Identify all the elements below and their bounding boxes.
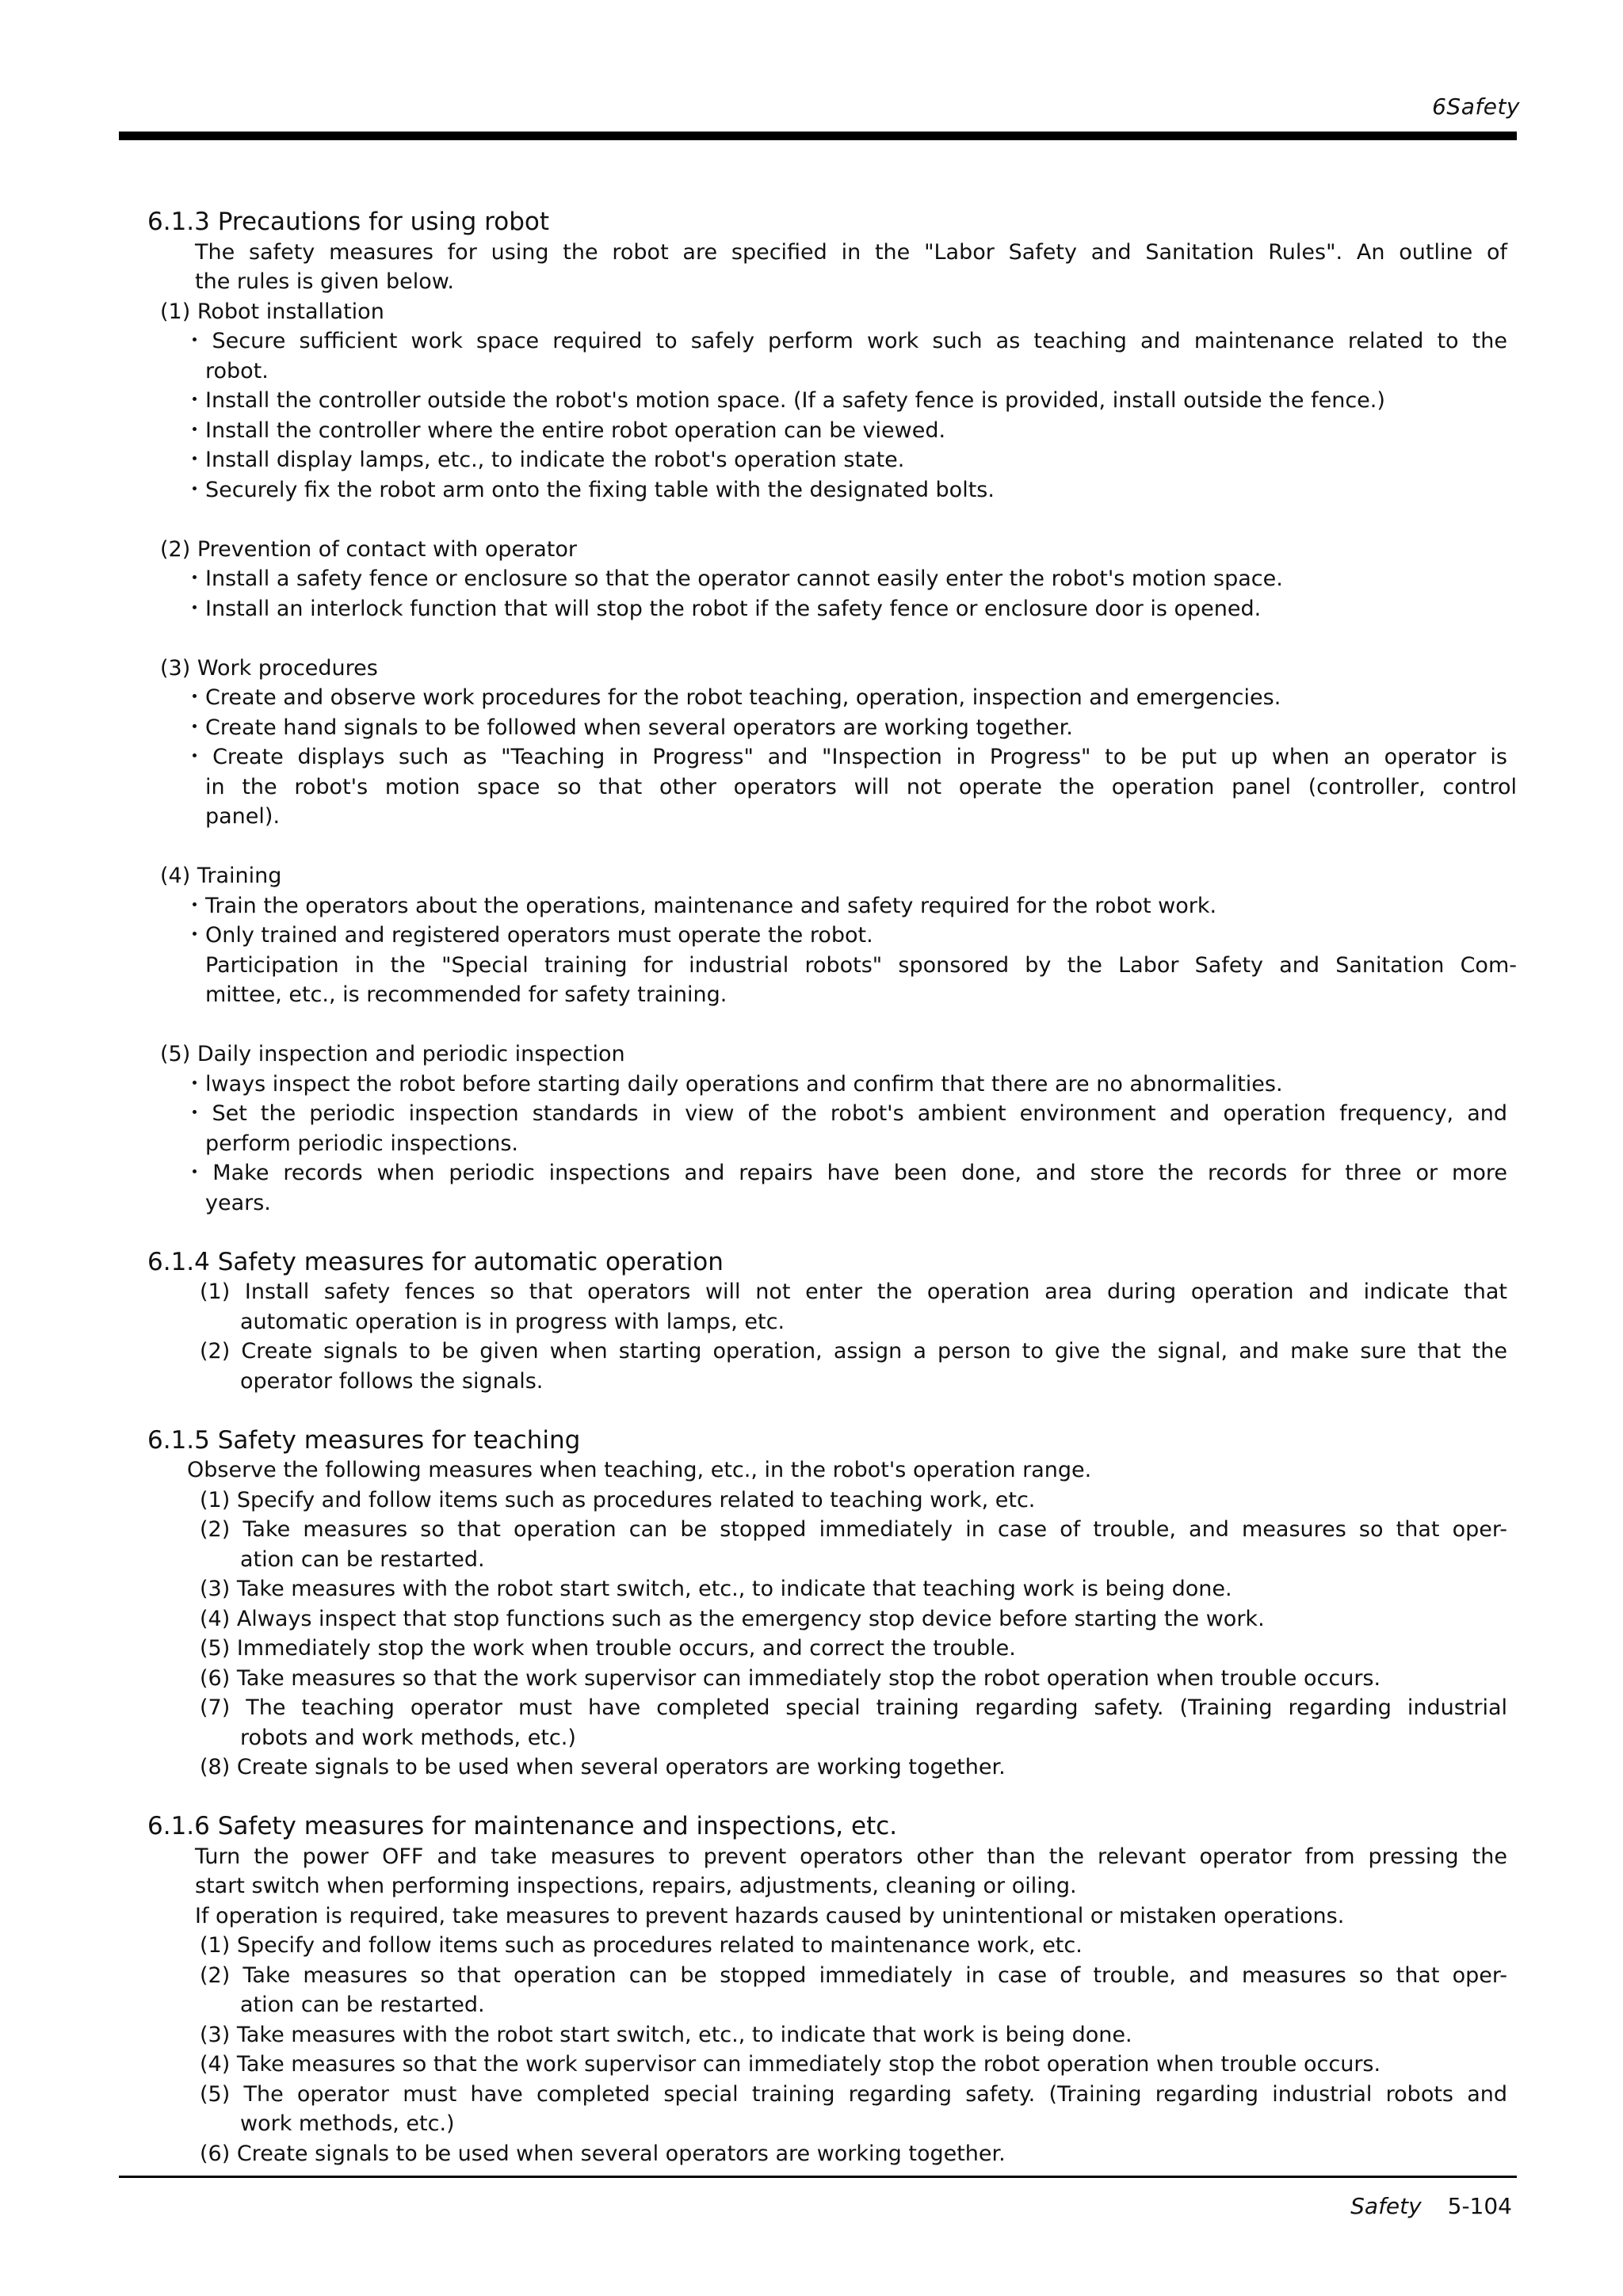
text-line: (3) Take measures with the robot start switch, etc., to indicate that teaching work is being done. (200, 1577, 1232, 1601)
text-line: (1) Robot installation (160, 299, 384, 324)
text-line: (1) Specify and follow items such as procedures related to maintenance work, etc. (200, 1933, 1083, 1958)
text-line: The safety measures for using the robot are specified in the "Labor Safety and Sanitation Rules". An outline of (195, 239, 1507, 265)
spacer (119, 1010, 1517, 1040)
text-line: (2) Prevention of contact with operator (160, 536, 577, 562)
text-line: (5) Daily inspection and periodic inspection (160, 1042, 625, 1066)
text-line: ・Install display lamps, etc., to indicate the robot's operation state. (184, 448, 905, 472)
text-line: Observe the following measures when teaching, etc., in the robot's operation range. (187, 1458, 1092, 1482)
page-body (119, 208, 1517, 2168)
text-line: (5) Immediately stop the work when trouble occurs, and correct the trouble. (200, 1636, 1016, 1661)
section-heading: 6.1.6 Safety measures for maintenance and inspections, etc. (147, 1812, 898, 1840)
text-line: (2) Create signals to be given when starting operation, assign a person to give the signal, and make sure that the (200, 1339, 1507, 1363)
section-heading: 6.1.4 Safety measures for automatic operation (147, 1247, 724, 1276)
text-line: (2) Take measures so that operation can be stopped immediately in case of trouble, and measures so that oper- (200, 1962, 1507, 1988)
page-number: 5-104 (1447, 2193, 1512, 2219)
running-footer (1350, 2193, 1512, 2219)
text-line: (5) The operator must have completed special training regarding safety. (Training regarding industrial robots and (200, 2081, 1507, 2107)
text-line: ・Create and observe work procedures for the robot teaching, operation, inspection and emergencies. (184, 685, 1281, 710)
text-line: ・Secure sufficient work space required to safely perform work such as teaching and maintenance related to the (184, 329, 1507, 353)
spacer (119, 1396, 1517, 1426)
text-line: ・Install the controller where the entire robot operation can be viewed. (184, 418, 946, 443)
text-line: ・Make records when periodic inspections and repairs have been done, and store the records for three or more (184, 1161, 1507, 1185)
spacer (119, 624, 1517, 654)
text-line: (1) Specify and follow items such as procedures related to teaching work, etc. (200, 1487, 1036, 1512)
text-line: (2) Take measures so that operation can be stopped immediately in case of trouble, and measures so that oper- (200, 1517, 1507, 1542)
text-line: (3) Work procedures (160, 655, 378, 681)
text-line: perform periodic inspections. (205, 1131, 518, 1156)
text-line: mittee, etc., is recommended for safety training. (205, 982, 727, 1007)
spacer (119, 505, 1517, 535)
text-line: ・lways inspect the robot before starting daily operations and confirm that there are no abnormalities. (184, 1071, 1283, 1097)
text-line: the rules is given below. (195, 269, 454, 294)
text-line: in the robot's motion space so that other operators will not operate the operation panel (controller, control (205, 774, 1517, 799)
text-line: work methods, etc.) (240, 2111, 455, 2136)
text-line: Turn the power OFF and take measures to prevent operators other than the relevant operator from pressing the (195, 1844, 1507, 1869)
spacer (119, 832, 1517, 862)
text-line: ・Create displays such as "Teaching in Progress" and "Inspection in Progress" to be put up when an operator is (184, 745, 1507, 769)
text-line: ・Install a safety fence or enclosure so that the operator cannot easily enter the robot's motion space. (184, 566, 1283, 591)
text-line: ・Train the operators about the operations, maintenance and safety required for the robot work. (184, 893, 1217, 918)
text-line: (4) Always inspect that stop functions such as the emergency stop device before starting the work. (200, 1606, 1265, 1631)
text-line: If operation is required, take measures to prevent hazards caused by unintentional or mistaken operations. (195, 1903, 1345, 1928)
text-line: (7) The teaching operator must have completed special training regarding safety. (Training regarding industrial (200, 1695, 1507, 1720)
section-heading: 6.1.3 Precautions for using robot (147, 208, 549, 236)
text-line: start switch when performing inspections, repairs, adjustments, cleaning or oiling. (195, 1874, 1077, 1898)
spacer (119, 1218, 1517, 1248)
text-line: robots and work methods, etc.) (240, 1725, 576, 1750)
footer-rule (119, 2176, 1517, 2178)
text-line: (1) Install safety fences so that operators will not enter the operation area during operation and indicate that (200, 1280, 1507, 1304)
footer-section: Safety (1350, 2193, 1422, 2219)
spacer (119, 1783, 1517, 1813)
section-heading: 6.1.5 Safety measures for teaching (147, 1425, 581, 1455)
text-line: (8) Create signals to be used when several operators are working together. (200, 1755, 1006, 1779)
text-line: operator follows the signals. (240, 1368, 544, 1394)
text-line: ・Set the periodic inspection standards in view of the robot's ambient environment and operation frequency, and (184, 1101, 1507, 1126)
text-line: (4) Training (160, 864, 282, 888)
text-line: robot. (205, 358, 269, 383)
text-line: automatic operation is in progress with lamps, etc. (240, 1309, 785, 1334)
text-line: (3) Take measures with the robot start switch, etc., to indicate that work is being done. (200, 2022, 1132, 2047)
text-line: years. (205, 1190, 271, 1215)
text-line: ation can be restarted. (240, 1993, 485, 2017)
text-line: (6) Create signals to be used when several operators are working together. (200, 2141, 1006, 2166)
text-line: (6) Take measures so that the work supervisor can immediately stop the robot operation when trouble occurs. (200, 1665, 1381, 1691)
text-line: ・Install an interlock function that will stop the robot if the safety fence or enclosure door is opened. (184, 596, 1262, 621)
text-line: panel). (205, 804, 281, 829)
running-header: 6Safety (1432, 93, 1520, 120)
text-line: ・Create hand signals to be followed when several operators are working together. (184, 715, 1073, 740)
header-rule (119, 132, 1517, 140)
text-line: ・Install the controller outside the robot's motion space. (If a safety fence is provided, install outside the fence.) (184, 388, 1385, 413)
text-line: ation can be restarted. (240, 1547, 485, 1572)
text-line: Participation in the "Special training for industrial robots" sponsored by the Labor Safety and Sanitation Com- (205, 952, 1517, 978)
text-line: ・Only trained and registered operators must operate the robot. (184, 923, 873, 948)
text-line: (4) Take measures so that the work supervisor can immediately stop the robot operation when trouble occurs. (200, 2052, 1381, 2077)
text-line: ・Securely fix the robot arm onto the fixing table with the designated bolts. (184, 477, 995, 502)
